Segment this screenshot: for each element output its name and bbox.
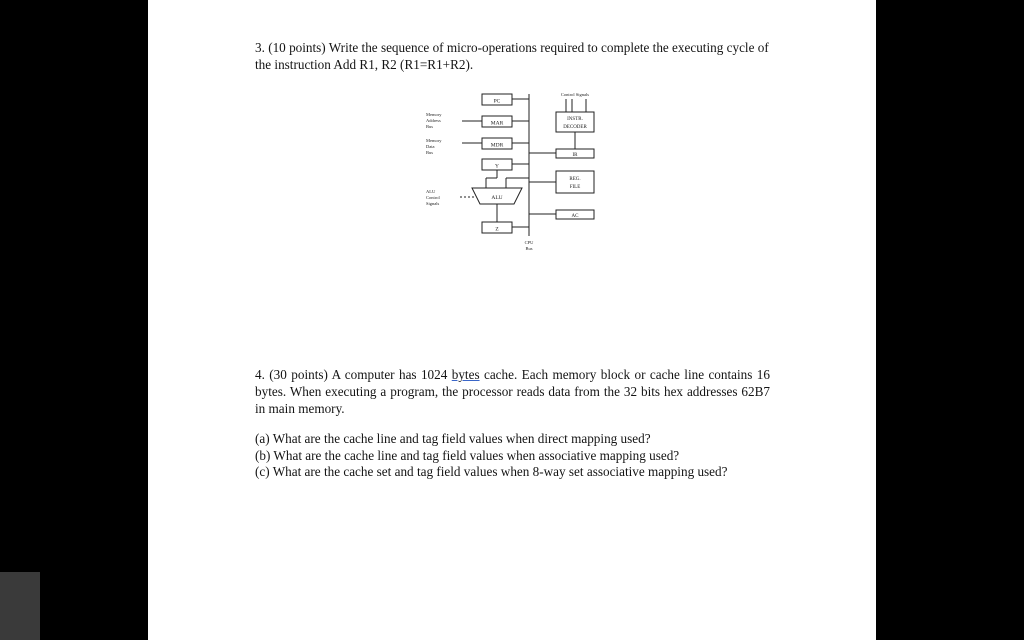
mar-label: MAR: [490, 120, 504, 127]
left-dark-panel: [0, 572, 40, 640]
memory-address-bus-label-2: Address: [426, 118, 441, 123]
y-label: Y: [495, 163, 499, 170]
question-4-intro-start: 4. (30 points) A computer has 1024: [255, 367, 452, 382]
cpu-datapath-diagram: [426, 88, 616, 268]
question-4-underlined-word: bytes: [451, 367, 480, 382]
question-4-part-c: (c) What are the cache set and tag field values when 8-way set associative mapping used?: [255, 464, 728, 479]
ir-label: IR: [572, 153, 578, 158]
cpu-bus-label-2: Bus: [525, 246, 533, 251]
question-4-intro-end: cache. Each memory block or cache line contains 16 bytes. When executing a program, the processor reads data from the 32 bits hex addresses 62B7 in main memory.: [255, 367, 770, 416]
question-4-part-a: (a) What are the cache line and tag field values when direct mapping used?: [255, 431, 651, 446]
mdr-label: MDR: [490, 142, 504, 149]
decoder-label: DECODER: [563, 125, 587, 130]
question-4-text: [255, 366, 770, 417]
instr-label: INSTR.: [567, 117, 583, 122]
memory-data-bus-label-2: Data: [426, 144, 435, 149]
control-signals-label: Control Signals: [560, 92, 590, 97]
question-4-part-b: (b) What are the cache line and tag field values when associative mapping used?: [255, 447, 680, 463]
alu-label: ALU: [491, 195, 503, 201]
question-3-text: 3. (10 points) Write the sequence of micro-operations required to complete the executing cycle of the instruction Add R1, R2 (R1=R1+R2).: [255, 40, 769, 72]
memory-data-bus-label-1: Memory: [426, 138, 442, 143]
ac-label: AC: [571, 214, 579, 219]
alu-control-label-1: ALU: [426, 189, 436, 194]
memory-address-bus-label-1: Memory: [426, 112, 442, 117]
pc-label: PC: [493, 98, 501, 105]
question-4-parts: [255, 431, 815, 481]
reg-label: REG.: [569, 177, 581, 182]
datapath-svg: [426, 88, 616, 268]
memory-address-bus-label-3: Bus: [426, 124, 434, 129]
memory-data-bus-label-3: Bus: [426, 150, 434, 155]
alu-control-label-3: Signals: [426, 201, 440, 206]
document-page: [148, 0, 876, 640]
file-label: FILE: [569, 185, 581, 190]
cpu-bus-label-1: CPU: [524, 240, 534, 245]
z-label: Z: [495, 226, 499, 233]
alu-control-label-2: Control: [426, 195, 440, 200]
